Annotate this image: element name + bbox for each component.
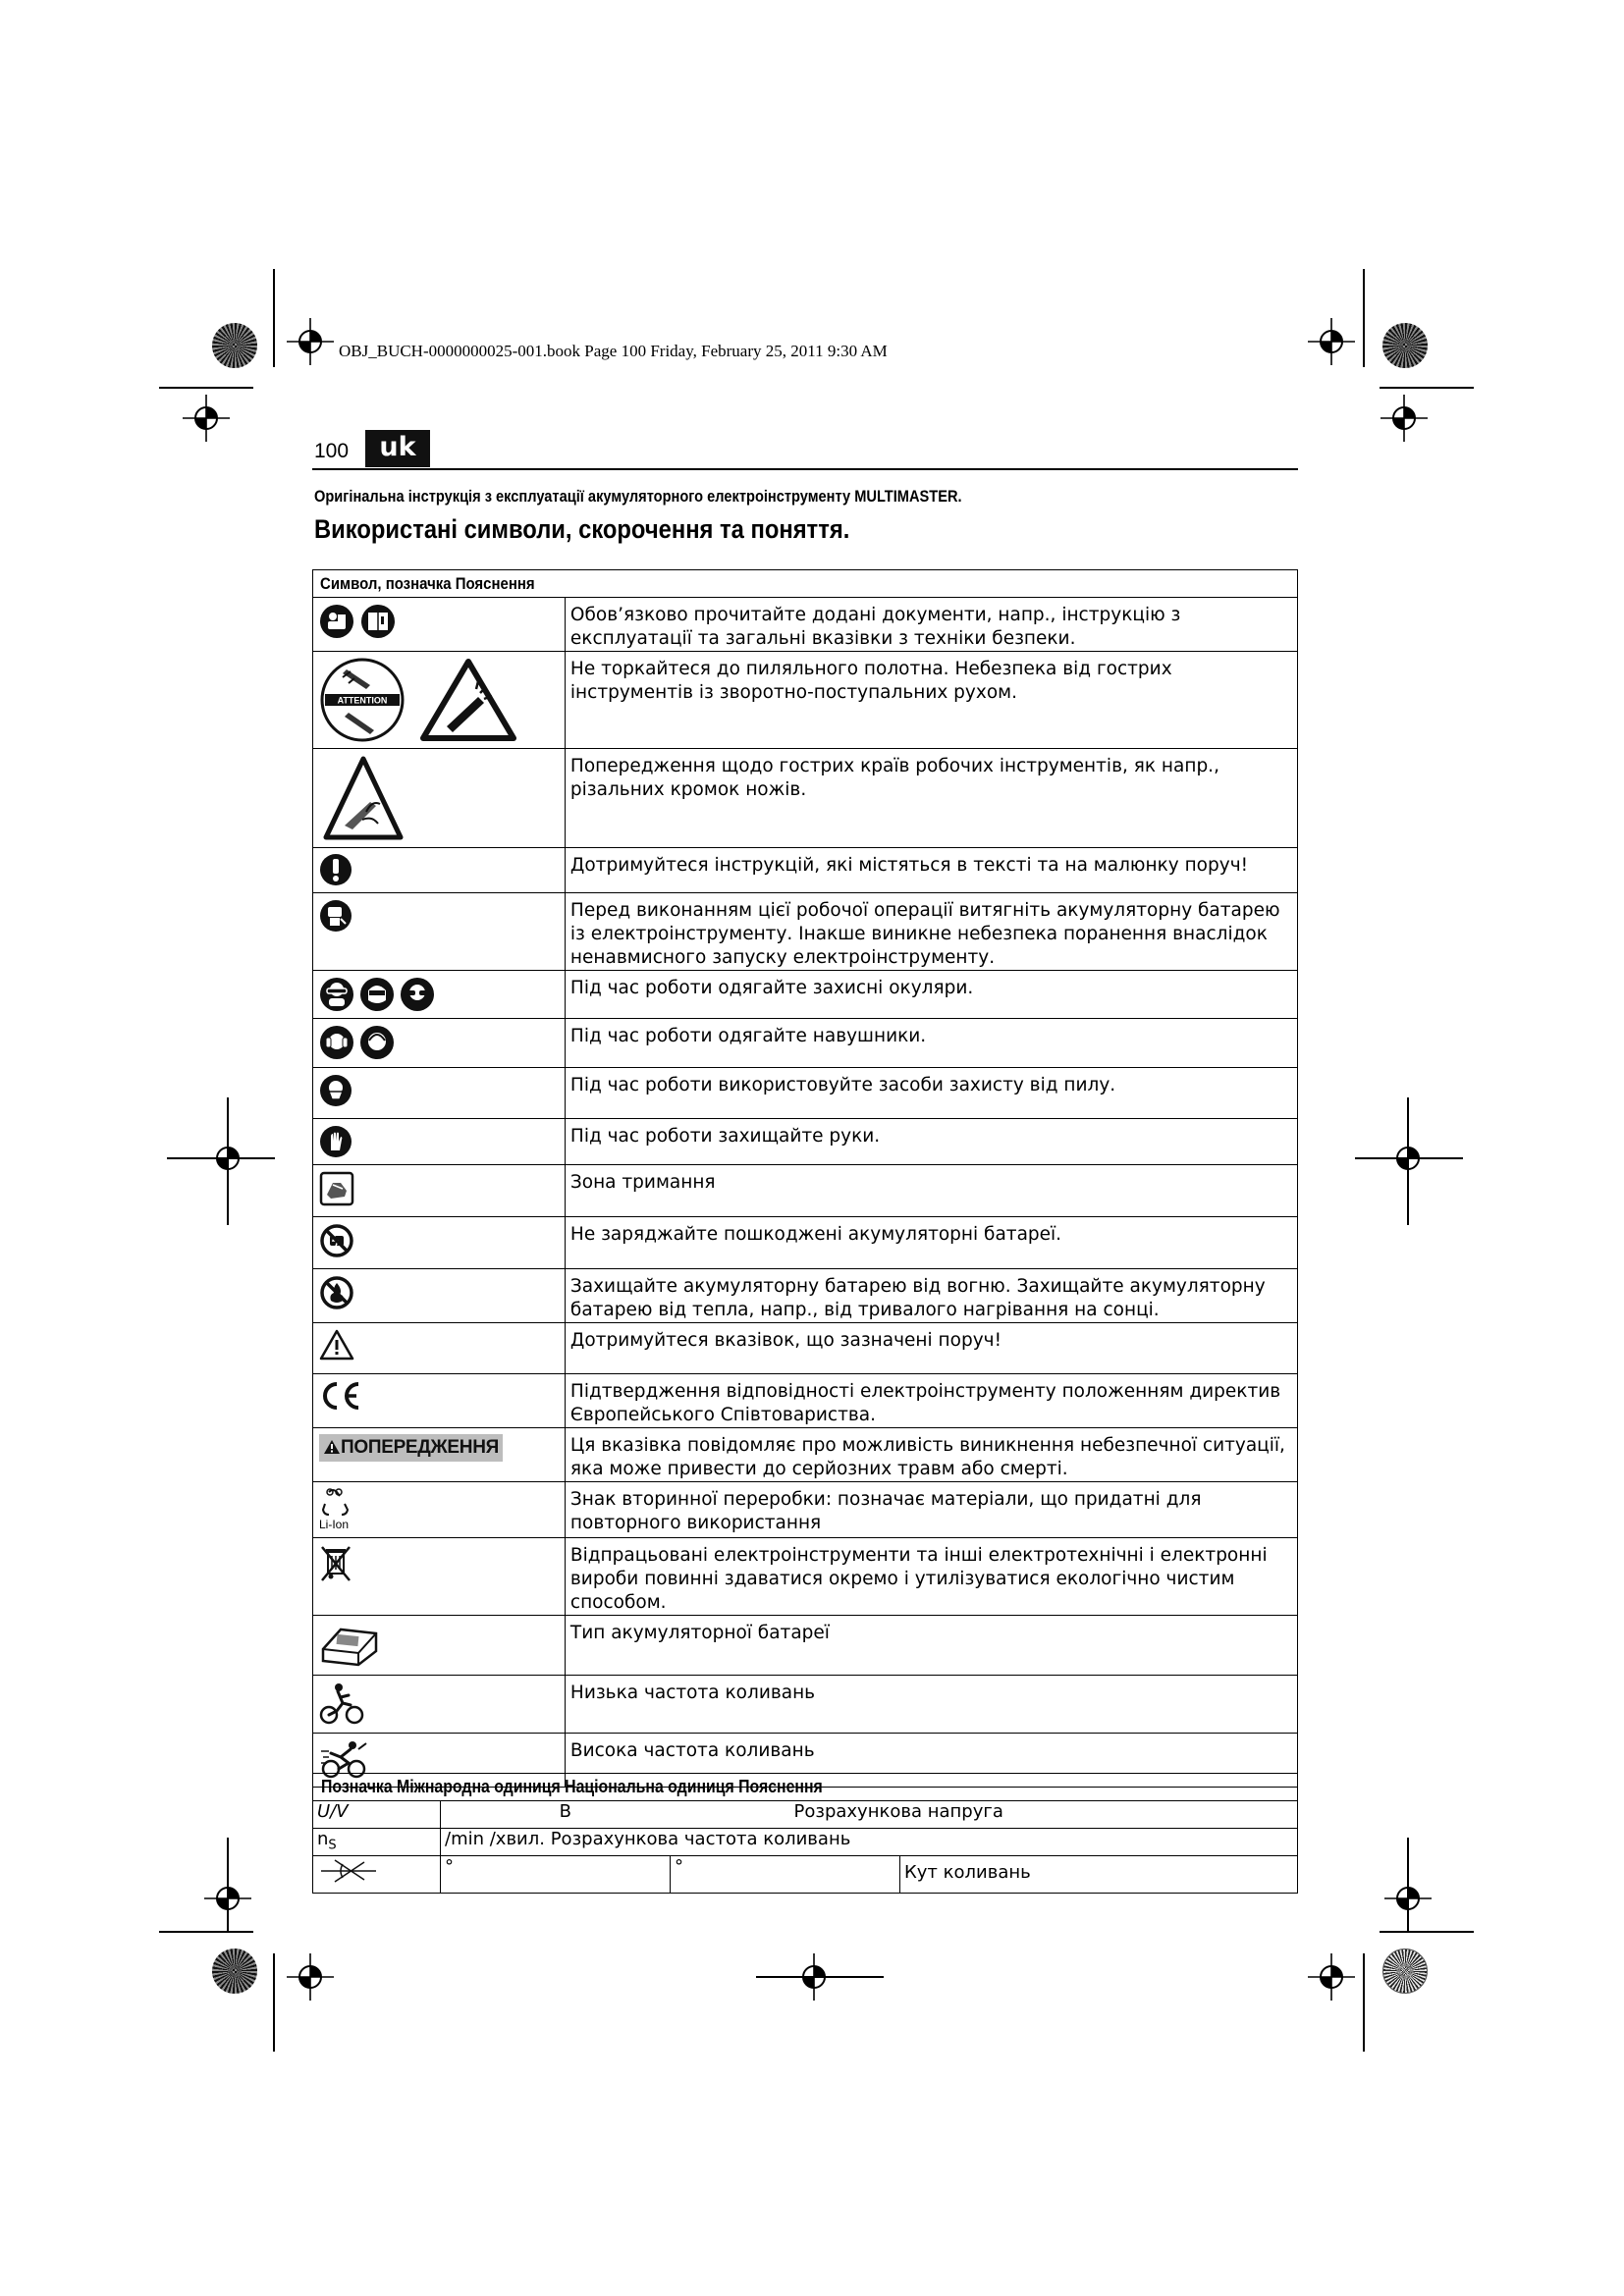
unit-national (441, 1801, 671, 1829)
cutting-edge-warning-icon (323, 755, 404, 841)
row-explanation: Зона тримання (565, 1165, 1297, 1217)
row-explanation: Обов’язково прочитайте додані документи, напр., інструкцію з експлуатації та загальні вказівки з техніки безпеки. (565, 598, 1297, 652)
crop-mark (273, 1953, 275, 2052)
row-explanation: Не заряджайте пошкоджені акумуляторні батареї. (565, 1217, 1297, 1269)
row-explanation: Висока частота коливань (565, 1734, 1297, 1788)
symbol-text: U/V (317, 1801, 349, 1822)
row-explanation: Під час роботи використовуйте засоби захисту від пилу. (565, 1068, 1297, 1119)
exclamation-icon (319, 853, 352, 886)
recycle-li-ion-icon (319, 1486, 352, 1522)
table-row (313, 893, 1298, 971)
ce-mark-icon (319, 1380, 362, 1412)
remove-battery-icon (319, 899, 352, 933)
table-row (313, 1217, 1298, 1269)
row-explanation: Підтвердження відповідності електроінструменту положенням директив Європейського Співтовариства. (565, 1374, 1297, 1428)
gloves-icon (319, 1125, 352, 1158)
table-row (313, 1856, 1298, 1894)
row-explanation: Низька частота коливань (565, 1676, 1297, 1734)
row-explanation: Знак вторинної переробки: позначає матеріали, що придатні для повторного використання (565, 1482, 1297, 1538)
crop-mark (1407, 1097, 1409, 1225)
crop-mark (227, 1838, 229, 1932)
manual-book-icon (360, 604, 396, 639)
safety-glasses-icon (400, 977, 435, 1012)
no-fire-icon (319, 1275, 354, 1310)
row-explanation: Попередження щодо гострих країв робочих інструментів, як напр., різальних кромок ножів. (565, 749, 1297, 848)
crop-mark (756, 1976, 884, 1978)
row-explanation: Відпрацьовані електроінструменти та інші електротехнічні і електронні вироби повинні здаватися окремо і утилізуватися екологічно чистим способом. (565, 1538, 1297, 1616)
color-rosette-bottom-left (212, 1949, 257, 1994)
table-row (313, 749, 1298, 848)
table-row (313, 1801, 1298, 1829)
table-header-row (313, 1774, 1298, 1801)
table-row (313, 971, 1298, 1019)
symbol-text: n (317, 1829, 329, 1849)
symbols-table (312, 569, 1298, 1788)
row-explanation: Під час роботи одягайте навушники. (565, 1019, 1297, 1068)
unit-explanation (900, 1856, 1298, 1894)
page-number: 100 (314, 440, 350, 462)
warning-triangle-icon (319, 1329, 354, 1361)
warning-triangle-icon (323, 1439, 341, 1455)
crop-mark (1380, 387, 1474, 389)
table-row (313, 1538, 1298, 1616)
warning-label-text: ПОПЕРЕДЖЕННЯ (341, 1437, 499, 1458)
no-charge-damaged-icon (319, 1223, 354, 1258)
table-row (313, 598, 1298, 652)
table-row (313, 652, 1298, 749)
registration-mark-icon (1380, 395, 1428, 442)
table-header: Позначка Міжнародна одиниця Національна одиниця Пояснення (321, 1777, 823, 1796)
table-header: Символ, позначка Пояснення (320, 574, 535, 593)
international-unit: ° (445, 1856, 454, 1877)
crop-mark (167, 1157, 275, 1159)
svg-text:ATTENTION: ATTENTION (337, 695, 388, 706)
registration-mark-icon (287, 318, 334, 365)
table-row (313, 1829, 1298, 1856)
header-rule (312, 468, 1298, 470)
unit-intl-combined (441, 1829, 1298, 1856)
grip-zone-icon (319, 1171, 354, 1206)
section-heading: Використані символи, скорочення та поняття. (314, 514, 850, 544)
crop-mark (1355, 1157, 1463, 1159)
table-row (313, 1428, 1298, 1482)
document-subtitle: Оригінальна інструкція з експлуатації акумуляторного електроінструменту MULTIMASTER. (314, 487, 962, 506)
crop-mark (1363, 1953, 1365, 2052)
table-row (313, 1165, 1298, 1217)
international-unit: /min /хвил. Розрахункова частота коливань (445, 1829, 851, 1849)
national-unit: В (559, 1801, 571, 1822)
safety-goggles-icon (319, 977, 354, 1012)
table-row (313, 1374, 1298, 1428)
unit-explanation (671, 1801, 1298, 1829)
read-instructions-icon (319, 604, 354, 639)
oscillation-angle-icon (317, 1856, 380, 1886)
row-explanation: Дотримуйтеся інструкцій, які містяться в тексті та на малюнку поруч! (565, 848, 1297, 893)
crossed-bin-icon (319, 1544, 352, 1583)
unit-symbol (313, 1801, 441, 1829)
unit-symbol (313, 1856, 441, 1894)
row-explanation: Тип акумуляторної батареї (565, 1616, 1297, 1676)
registration-mark-icon (1308, 1953, 1355, 2001)
crop-mark (273, 269, 275, 367)
sharp-blade-warning-icon (419, 658, 517, 742)
crop-mark (159, 1931, 253, 1933)
registration-mark-icon (287, 1953, 334, 2001)
color-rosette-top-left (212, 323, 257, 368)
explanation-text: Розрахункова напруга (793, 1801, 1003, 1822)
warning-label (319, 1434, 503, 1462)
row-explanation: Дотримуйтеся вказівок, що зазначені поруч! (565, 1323, 1297, 1374)
table-row (313, 848, 1298, 893)
face-shield-icon (359, 977, 395, 1012)
attention-blade-icon (319, 658, 406, 742)
explanation-text: Кут коливань (904, 1862, 1031, 1883)
crop-mark (1380, 1931, 1474, 1933)
ear-muffs-icon (359, 1025, 395, 1060)
row-explanation: Ця вказівка повідомляє про можливість виникнення небезпечної ситуації, яка може привести до серйозних травм або смерті. (565, 1428, 1297, 1482)
li-ion-label: Li-Ion (319, 1518, 350, 1531)
table-row (313, 1676, 1298, 1734)
dust-mask-icon (319, 1074, 352, 1107)
color-rosette-top-right (1382, 323, 1428, 368)
symbol-subscript: S (328, 1838, 337, 1853)
registration-mark-icon (1308, 318, 1355, 365)
registration-mark-icon (183, 395, 230, 442)
slow-cyclist-icon (319, 1682, 364, 1727)
table-row (313, 1323, 1298, 1374)
table-row (313, 1119, 1298, 1165)
units-table (312, 1773, 1298, 1894)
unit-international (441, 1856, 671, 1894)
table-row (313, 1068, 1298, 1119)
national-unit: ° (675, 1856, 683, 1877)
table-header-row (313, 570, 1298, 598)
table-row (313, 1019, 1298, 1068)
row-explanation: Не торкайтеся до пиляльного полотна. Небезпека від гострих інструментів із зворотно-поступальних рухом. (565, 652, 1297, 749)
crop-mark (159, 387, 253, 389)
crop-mark (1363, 269, 1365, 367)
row-explanation: Захищайте акумуляторну батарею від вогню. Захищайте акумуляторну батарею від тепла, напр., від тривалого нагрівання на сонці. (565, 1269, 1297, 1323)
table-row (313, 1482, 1298, 1538)
row-explanation: Перед виконанням цієї робочої операції витягніть акумуляторну батарею із електроінструменту. Інакше виникне небезпека поранення внаслідок ненавмисного запуску електроінструменту. (565, 893, 1297, 971)
battery-pack-icon (319, 1622, 380, 1669)
table-row (313, 1616, 1298, 1676)
table-row (313, 1269, 1298, 1323)
ear-protection-icon (319, 1025, 354, 1060)
color-rosette-bottom-right (1382, 1949, 1428, 1994)
row-explanation: Під час роботи захищайте руки. (565, 1119, 1297, 1165)
crop-mark (227, 1097, 229, 1225)
row-explanation: Під час роботи одягайте захисні окуляри. (565, 971, 1297, 1019)
book-slug-line: OBJ_BUCH-0000000025-001.book Page 100 Friday, February 25, 2011 9:30 AM (339, 342, 888, 360)
language-badge: uk (365, 430, 430, 467)
crop-mark (1407, 1838, 1409, 1932)
unit-symbol (313, 1829, 441, 1856)
unit-national (671, 1856, 900, 1894)
